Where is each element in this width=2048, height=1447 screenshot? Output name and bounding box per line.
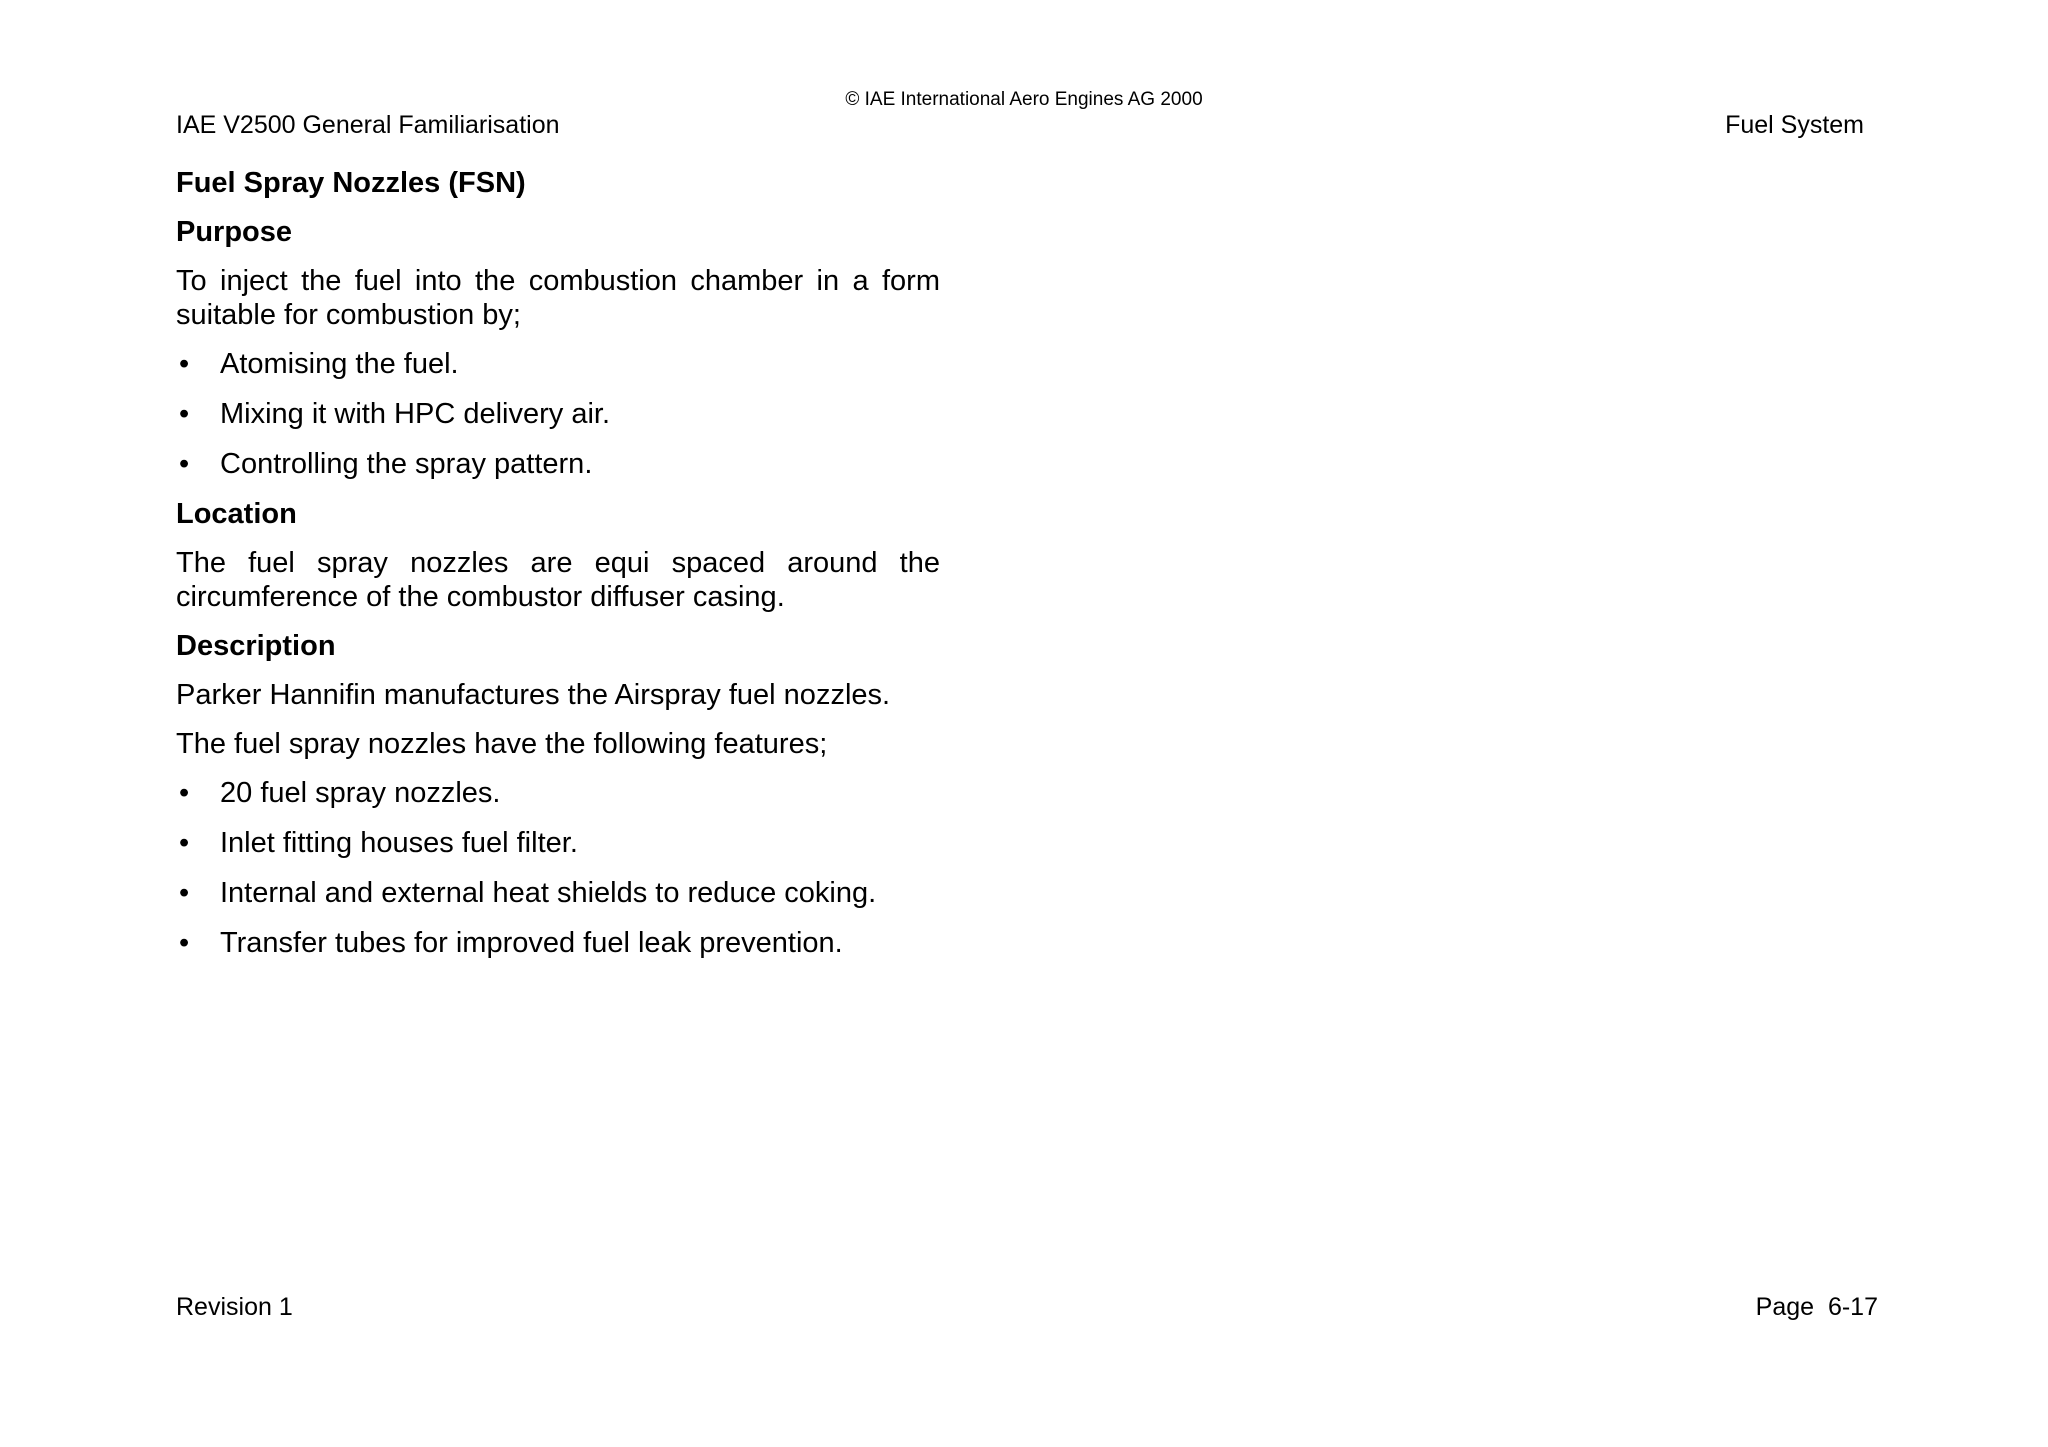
bullet-icon: •: [179, 348, 190, 380]
list-item-text: 20 fuel spray nozzles.: [220, 777, 501, 809]
revision-label: Revision 1: [176, 1293, 293, 1321]
bullet-icon: •: [179, 448, 190, 480]
description-text-2: The fuel spray nozzles have the following features;: [176, 728, 828, 760]
bullet-icon: •: [179, 927, 190, 959]
list-item: [176, 776, 940, 810]
document-title: IAE V2500 General Familiarisation: [176, 111, 560, 139]
bullet-icon: •: [179, 398, 190, 430]
bullet-icon: •: [179, 827, 190, 859]
features-list: [176, 776, 940, 960]
purpose-heading: Purpose: [176, 216, 293, 248]
list-item: [176, 397, 940, 431]
list-item: [176, 347, 940, 381]
location-heading: Location: [176, 498, 297, 530]
list-item-text: Controlling the spray pattern.: [220, 448, 593, 480]
list-item-text: Inlet fitting houses fuel filter.: [220, 827, 578, 859]
chapter-title: Fuel System: [1725, 111, 1864, 139]
location-text: The fuel spray nozzles are equi spaced around the circumference of the combustor diffuser casing.: [176, 547, 940, 613]
description-heading: Description: [176, 630, 336, 662]
list-item: [176, 926, 940, 960]
bullet-icon: •: [179, 877, 190, 909]
purpose-text: To inject the fuel into the combustion chamber in a form suitable for combustion by;: [176, 265, 940, 331]
purpose-list: [176, 347, 940, 481]
list-item: [176, 826, 940, 860]
list-item: [176, 447, 940, 481]
bullet-icon: •: [179, 777, 190, 809]
page-number: Page 6-17: [1755, 1293, 1878, 1321]
list-item: [176, 876, 940, 910]
list-item-text: Mixing it with HPC delivery air.: [220, 398, 610, 430]
copyright-notice: © IAE International Aero Engines AG 2000: [845, 89, 1203, 110]
list-item-text: Internal and external heat shields to reduce coking.: [220, 877, 877, 909]
page-content: [176, 166, 940, 976]
list-item-text: Atomising the fuel.: [220, 348, 459, 380]
section-title: Fuel Spray Nozzles (FSN): [176, 167, 526, 199]
list-item-text: Transfer tubes for improved fuel leak prevention.: [220, 927, 843, 959]
description-text-1: Parker Hannifin manufactures the Airspray fuel nozzles.: [176, 679, 891, 711]
